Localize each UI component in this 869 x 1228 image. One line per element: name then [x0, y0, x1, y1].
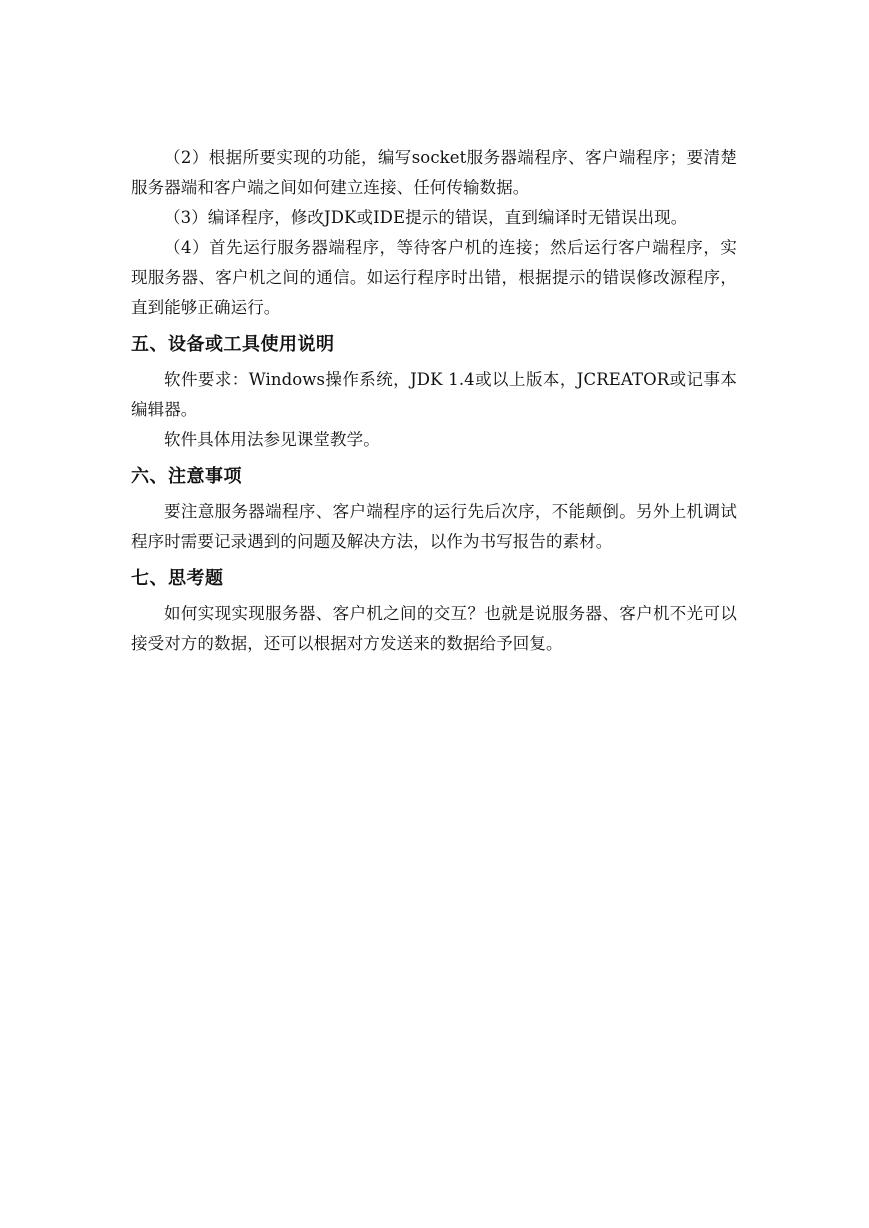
section-6-heading: 六、注意事项 — [131, 466, 242, 487]
software-requirements-paragraph: 软件要求：Windows操作系统，JDK 1.4或以上版本，JCREATOR或记事本编辑器。 — [131, 370, 737, 419]
question-paragraph: 如何实现实现服务器、客户机之间的交互？也就是说服务器、客户机不光可以接受对方的数据，还可以根据对方发送来的数据给予回复。 — [131, 604, 737, 653]
software-usage-paragraph: 软件具体用法参见课堂教学。 — [164, 430, 380, 449]
document-body — [131, 143, 737, 659]
notes-paragraph: 要注意服务器端程序、客户端程序的运行先后次序，不能颠倒。另外上机调试程序时需要记录遇到的问题及解决方法，以作为书写报告的素材。 — [131, 502, 737, 551]
step-4-paragraph: （4）首先运行服务器端程序，等待客户机的连接；然后运行客户端程序，实现服务器、客户机之间的通信。如运行程序时出错，根据提示的错误修改源程序，直到能够正确运行。 — [131, 238, 737, 317]
step-2-paragraph: （2）根据所要实现的功能，编写socket服务器端程序、客户端程序；要清楚服务器端和客户端之间如何建立连接、任何传输数据。 — [131, 148, 737, 197]
section-5-heading: 五、设备或工具使用说明 — [131, 334, 335, 355]
section-7-heading: 七、思考题 — [131, 568, 224, 589]
step-3-paragraph: （3）编译程序，修改JDK或IDE提示的错误，直到编译时无错误出现。 — [164, 208, 688, 227]
